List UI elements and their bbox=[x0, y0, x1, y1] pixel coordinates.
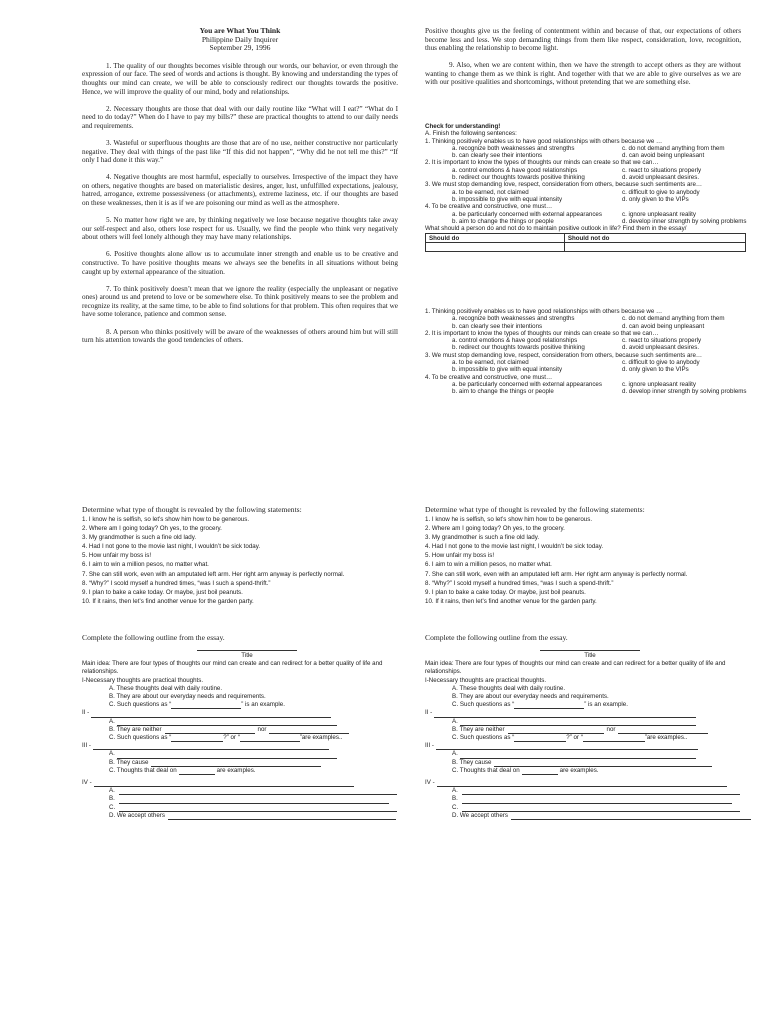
essay-paragraph: 5. No matter how right we are, by thinking negatively we lose because negative thoughts take away our self-respect and also, others lose respect for us. Usually, we find the people who think very negatively about others will feel lonely although they may have many relationships. bbox=[82, 216, 398, 242]
table-cell[interactable] bbox=[426, 243, 565, 252]
answer-blank[interactable] bbox=[117, 719, 337, 726]
outline-2 bbox=[425, 709, 755, 717]
option: b. impossible to give with equal intensity bbox=[452, 366, 563, 374]
statement-item: 4. Had I not gone to the movie last night, I wouldn’t be sick today. bbox=[82, 543, 261, 551]
option: a. be particularly concerned with external appearances bbox=[452, 210, 602, 218]
answer-blank[interactable] bbox=[460, 719, 696, 726]
option: a. to be earned, not claimed bbox=[452, 359, 529, 367]
outline-text: B. They are neither bbox=[109, 725, 162, 733]
statement-item: 6. I aim to win a million pesos, no matter what. bbox=[82, 561, 209, 569]
title-label: Title bbox=[584, 652, 596, 659]
answer-blank[interactable] bbox=[511, 813, 751, 820]
outline-1c bbox=[82, 701, 412, 709]
statement-item: 2. Where am I going today? Oh yes, to the grocery. bbox=[82, 525, 222, 533]
answer-blank[interactable] bbox=[151, 760, 321, 767]
outline-title-block bbox=[82, 648, 412, 660]
essay-paragraph: 4. Negative thoughts are most harmful, especially to ourselves. Irrespective of the impact they have on others, negative thoughts are based on materialistic desires, anger, lust, unfulfilled expectations, jealousy, hatred, arrogance, extreme possessiveness (or attachments), extreme laziness, etc. if our thoughts are based on these weaknesses, then it is as if we are poisoning our mind as well as the atmosphere. bbox=[82, 173, 398, 207]
outline-3c bbox=[82, 767, 412, 775]
outline-numeral: III - bbox=[82, 742, 91, 750]
outline-4a bbox=[425, 787, 755, 795]
outline-text: D. We accept others bbox=[452, 811, 508, 819]
outline-text: C. Thoughts that deal on bbox=[109, 766, 177, 774]
question-text: 4. To be creative and constructive, one must… bbox=[425, 203, 553, 211]
outline-1c bbox=[425, 701, 755, 709]
outline-text: C. Such questions as “ bbox=[109, 701, 172, 709]
outline-numeral: II - bbox=[425, 709, 433, 717]
answer-blank[interactable] bbox=[462, 797, 732, 804]
table-prompt: What should a person do and not do to maintain positive outlook in life? Find them in the essay/ bbox=[425, 225, 687, 233]
option: a. control emotions & have good relationships bbox=[452, 337, 578, 345]
answer-blank[interactable] bbox=[436, 743, 698, 750]
option: c. do not demand anything from them bbox=[622, 315, 725, 323]
outline-2b bbox=[425, 726, 755, 734]
determine-heading: Determine what type of thought is revealed by the following statements: bbox=[425, 505, 645, 514]
essay-paragraph: 8. A person who thinks positively will be aware of the weaknesses of others around him but will still turn his attention towards the good tendencies of others. bbox=[82, 327, 398, 345]
essay-paragraph: 9. Also, when we are content within, then we have the strength to accept others as they are without wanting to change them as we think is right. And together with that we are able to give ourselves as we are with our positive qualities and shortcomings, without pretending that we are something else. bbox=[425, 61, 741, 87]
table-header: Should not do bbox=[564, 234, 745, 243]
outline-text: C. Such questions as “ bbox=[452, 734, 515, 742]
answer-blank[interactable] bbox=[119, 788, 397, 795]
question bbox=[425, 181, 745, 203]
outline-text: ”are examples.. bbox=[299, 734, 343, 742]
outline-numeral: IV - bbox=[425, 779, 435, 787]
answer-blank[interactable] bbox=[522, 768, 558, 775]
question-text: 3. We must stop demanding love, respect, consideration from others, because such sentiments are… bbox=[425, 351, 703, 359]
essay-continuation bbox=[425, 27, 741, 96]
outline-text: ”are examples.. bbox=[644, 734, 688, 742]
statement-item: 3. My grandmother is such a fine old lady. bbox=[82, 534, 197, 542]
outline-2 bbox=[82, 709, 412, 717]
outline-heading: Complete the following outline from the essay. bbox=[425, 633, 568, 642]
question-text: 2. It is important to know the types of thoughts our minds can create so that we can… bbox=[425, 329, 659, 337]
question-text: 2. It is important to know the types of thoughts our minds can create so that we can… bbox=[425, 159, 659, 167]
outline-1a: A. These thoughts deal with daily routine. bbox=[109, 684, 223, 692]
answer-blank[interactable] bbox=[462, 788, 740, 795]
statement-item: 10. If it rains, then let’s find another venue for the garden party. bbox=[425, 597, 597, 605]
outline-1a: A. These thoughts deal with daily routine. bbox=[452, 684, 566, 692]
question-text: 1. Thinking positively enables us to have good relationships with others because we … bbox=[425, 137, 663, 145]
outline-text: ?” or “ bbox=[566, 734, 583, 742]
outline-text: D. We accept others bbox=[109, 811, 165, 819]
outline-3 bbox=[425, 742, 755, 750]
answer-blank[interactable] bbox=[514, 735, 566, 742]
statement-item: 7. She can still work, even with an amputated left arm. Her right arm anyway is perfectly normal. bbox=[425, 570, 688, 578]
outline-4a bbox=[82, 787, 412, 795]
statement-item: 4. Had I not gone to the movie last night, I wouldn’t be sick today. bbox=[425, 543, 604, 551]
answer-blank[interactable] bbox=[240, 735, 300, 742]
question-text: 3. We must stop demanding love, respect, consideration from others, because such sentiments are… bbox=[425, 181, 703, 189]
answer-blank[interactable] bbox=[508, 727, 604, 734]
outline-heading: Complete the following outline from the essay. bbox=[82, 633, 225, 642]
answer-blank[interactable] bbox=[171, 702, 241, 709]
outline-text: are examples. bbox=[559, 766, 599, 774]
statement-item: 7. She can still work, even with an amputated left arm. Her right arm anyway is perfectly normal. bbox=[82, 570, 345, 578]
outline-title-block bbox=[425, 648, 755, 660]
statement-item: 5. How unfair my boss is! bbox=[425, 552, 495, 560]
check-instruction: A. Finish the following sentences: bbox=[425, 130, 517, 138]
outline-4d bbox=[425, 812, 755, 820]
outline-text: ?” or “ bbox=[223, 734, 240, 742]
outline-4b bbox=[82, 795, 412, 803]
option: b. can clearly see their intentions bbox=[452, 152, 543, 160]
question bbox=[425, 203, 745, 225]
question-text: 4. To be creative and constructive, one must… bbox=[425, 373, 553, 381]
outline-4d bbox=[82, 812, 412, 820]
answer-blank[interactable] bbox=[119, 797, 389, 804]
answer-blank[interactable] bbox=[171, 735, 223, 742]
essay-date: September 29, 1996 bbox=[209, 43, 271, 53]
determine-section-left bbox=[82, 505, 412, 606]
outline-2c bbox=[425, 734, 755, 742]
question-text: 1. Thinking positively enables us to have good relationships with others because we … bbox=[425, 308, 663, 315]
outline-4 bbox=[82, 779, 412, 787]
main-idea: Main idea: There are four types of thoughts our mind can create and can redirect for a better quality of life and relationships. bbox=[425, 660, 726, 676]
option: a. recognize both weaknesses and strengths bbox=[452, 315, 575, 323]
answer-blank[interactable] bbox=[165, 727, 255, 734]
option: c. difficult to give to anybody bbox=[622, 359, 700, 367]
answer-blank[interactable] bbox=[437, 780, 727, 787]
outline-2b bbox=[82, 726, 412, 734]
option: b. redirect our thoughts towards positive thinking bbox=[452, 174, 585, 182]
outline-4 bbox=[425, 779, 755, 787]
determine-section-right bbox=[425, 505, 755, 606]
option: b. aim to change the things or people bbox=[452, 388, 554, 396]
option: d. develop inner strength by solving problems bbox=[622, 388, 747, 396]
statement-item: 6. I aim to win a million pesos, no matter what. bbox=[425, 561, 552, 569]
option: b. can clearly see their intentions bbox=[452, 322, 543, 330]
outline-4c bbox=[425, 804, 755, 812]
answer-blank[interactable] bbox=[514, 702, 584, 709]
question bbox=[425, 330, 745, 352]
outline-text: ” is an example. bbox=[241, 701, 285, 709]
essay-paragraph: 7. To think positively doesn’t mean that we ignore the reality (especially the unpleasant or negative ones) around us and pretend to love or be somewhere else. To think positively means to see the problem and recognize its reality, at the same time, to be able to find solutions for that problem. This often requires that we have some tolerance, patience and common sense. bbox=[82, 284, 398, 319]
outline-section-left bbox=[82, 633, 412, 820]
essay-source: Philippine Daily Inquirer bbox=[201, 34, 279, 44]
option: d. only given to the VIPs bbox=[622, 195, 689, 203]
outline-text: A. bbox=[109, 717, 115, 725]
outline-numeral: II - bbox=[82, 709, 90, 717]
option: c. do not demand anything from them bbox=[622, 144, 725, 152]
statement-item: 9. I plan to bake a cake today. Or maybe, just boil peanuts. bbox=[425, 588, 586, 596]
answer-blank[interactable] bbox=[91, 711, 331, 718]
question bbox=[425, 352, 745, 374]
outline-text: C. bbox=[452, 803, 459, 811]
answer-blank[interactable] bbox=[494, 760, 712, 767]
statement-item: 1. I know he is selfish, so let’s show him how to be generous. bbox=[82, 516, 250, 523]
title-label: Title bbox=[241, 652, 253, 659]
question bbox=[425, 159, 745, 181]
option: c. difficult to give to anybody bbox=[622, 188, 700, 196]
essay-column bbox=[82, 27, 398, 353]
question bbox=[425, 374, 745, 396]
outline-1b: B. They are about our everyday needs and requirements. bbox=[452, 693, 609, 701]
outline-section-1: I-Necessary thoughts are practical thoughts. bbox=[425, 676, 547, 684]
option: c. react to situations properly bbox=[622, 166, 702, 174]
outline-3 bbox=[82, 742, 412, 750]
outline-text: A. bbox=[109, 787, 115, 795]
option: d. only given to the VIPs bbox=[622, 366, 689, 374]
answer-blank[interactable] bbox=[460, 752, 696, 759]
statement-item: 10. If it rains, then let’s find another venue for the garden party. bbox=[82, 597, 254, 605]
answer-blank[interactable] bbox=[434, 711, 696, 718]
outline-text: C. Thoughts that deal on bbox=[452, 766, 520, 774]
option: c. ignore unpleasant reality bbox=[622, 380, 696, 388]
outline-2c bbox=[82, 734, 412, 742]
question bbox=[425, 138, 745, 160]
outline-3c bbox=[425, 767, 755, 775]
question bbox=[425, 308, 745, 330]
option: a. be particularly concerned with external appearances bbox=[452, 380, 602, 388]
option: c. ignore unpleasant reality bbox=[622, 210, 696, 218]
outline-text: C. Such questions as “ bbox=[452, 701, 515, 709]
outline-text: nor bbox=[606, 725, 616, 733]
outline-text: A. bbox=[452, 717, 458, 725]
option: b. aim to change the things or people bbox=[452, 217, 554, 225]
check-understanding bbox=[425, 123, 745, 258]
outline-3b bbox=[82, 759, 412, 767]
option: b. redirect our thoughts towards positive thinking bbox=[452, 344, 585, 352]
answer-blank[interactable] bbox=[93, 743, 329, 750]
outline-text: B. They cause bbox=[452, 758, 492, 766]
option: a. recognize both weaknesses and strengths bbox=[452, 144, 575, 152]
option: a. to be earned, not claimed bbox=[452, 188, 529, 196]
option: c. react to situations properly bbox=[622, 337, 702, 345]
title-blank[interactable] bbox=[540, 648, 640, 651]
essay-paragraph: 2. Necessary thoughts are those that deal with our daily routine like “What will I eat?” “What do I need to do today?” When do I have to pay my bills?” these are practical thoughts to attend to our daily needs and requirements. bbox=[82, 104, 398, 130]
title-blank[interactable] bbox=[197, 648, 297, 651]
outline-numeral: IV - bbox=[82, 779, 92, 787]
outline-text: C. Such questions as “ bbox=[109, 734, 172, 742]
outline-1b: B. They are about our everyday needs and requirements. bbox=[109, 693, 266, 701]
should-do-table bbox=[425, 233, 746, 252]
outline-text: C. bbox=[109, 803, 116, 811]
outline-4c bbox=[82, 804, 412, 812]
statement-item: 1. I know he is selfish, so let’s show him how to be generous. bbox=[425, 516, 593, 523]
outline-text: are examples. bbox=[216, 766, 256, 774]
essay-paragraph: 6. Positive thoughts alone allow us to accumulate inner strength and enable us to be creative and constructive. To have positive thoughts means we always see the benefits in all situations without being caught up by external appearance of the situation. bbox=[82, 250, 398, 276]
option: d. develop inner strength by solving problems bbox=[622, 217, 747, 225]
check-understanding-repeat bbox=[425, 308, 745, 396]
table-header: Should do bbox=[426, 234, 565, 243]
outline-text: B. They are neither bbox=[452, 725, 505, 733]
essay-paragraph: Positive thoughts give us the feeling of contentment within and because of that, our expectations of others become less and less. We stop demanding things from them like respect, consideration, love, recognition, thus enabling the relationship to become light. bbox=[425, 27, 741, 53]
outline-text: B. bbox=[452, 795, 458, 803]
answer-blank[interactable] bbox=[269, 727, 349, 734]
essay-paragraph: 3. Wasteful or superfluous thoughts are those that are of no use, neither constructive nor particularly negative. They deal with things of the past like “If this did not happen”, “Why did he not tell me this?” “If only I had done it this way.” bbox=[82, 138, 398, 165]
answer-blank[interactable] bbox=[179, 768, 215, 775]
main-idea: Main idea: There are four types of thoughts our mind can create and can redirect for a better quality of life and relationships. bbox=[82, 660, 383, 676]
answer-blank[interactable] bbox=[94, 780, 354, 787]
option: d. avoid unpleasant desires. bbox=[622, 344, 700, 352]
option: a. control emotions & have good relationships bbox=[452, 166, 578, 174]
outline-2a bbox=[425, 718, 755, 726]
outline-text: B. bbox=[109, 795, 115, 803]
statement-item: 8. “Why?” I scold myself a hundred times, “was I such a spend-thrift.” bbox=[425, 579, 614, 587]
determine-heading: Determine what type of thought is revealed by the following statements: bbox=[82, 505, 302, 514]
statement-item: 8. “Why?” I scold myself a hundred times, “was I such a spend-thrift.” bbox=[82, 579, 271, 587]
outline-section-1: I-Necessary thoughts are practical thoughts. bbox=[82, 676, 204, 684]
outline-4b bbox=[425, 795, 755, 803]
answer-blank[interactable] bbox=[168, 813, 396, 820]
outline-text: A. bbox=[109, 750, 115, 758]
statement-item: 5. How unfair my boss is! bbox=[82, 552, 152, 560]
option: d. can avoid being unpleasant bbox=[622, 152, 705, 160]
outline-text: nor bbox=[257, 725, 267, 733]
statement-item: 3. My grandmother is such a fine old lady. bbox=[425, 534, 540, 542]
outline-text: B. They cause bbox=[109, 758, 149, 766]
answer-blank[interactable] bbox=[119, 805, 397, 812]
option: d. avoid unpleasant desires. bbox=[622, 174, 700, 182]
check-title: Check for understanding! bbox=[425, 123, 501, 130]
statement-item: 9. I plan to bake a cake today. Or maybe, just boil peanuts. bbox=[82, 588, 243, 596]
table-cell[interactable] bbox=[564, 243, 745, 252]
outline-3b bbox=[425, 759, 755, 767]
answer-blank[interactable] bbox=[583, 735, 645, 742]
statement-item: 2. Where am I going today? Oh yes, to the grocery. bbox=[425, 525, 565, 533]
outline-section-right bbox=[425, 633, 755, 820]
essay-header bbox=[82, 27, 398, 53]
essay-title: You are What You Think bbox=[199, 26, 281, 35]
outline-text: ” is an example. bbox=[584, 701, 628, 709]
outline-text: A. bbox=[452, 787, 458, 795]
outline-numeral: III - bbox=[425, 742, 434, 750]
option: b. impossible to give with equal intensity bbox=[452, 195, 563, 203]
essay-paragraph: 1. The quality of our thoughts becomes visible through our words, our behavior, or even through the expression of our face. The seed of words and actions is thought. By knowing and understanding the types of thoughts our mind can create, we will be able to consciously redirect our thoughts towards the positive. Hence, we will improve the quality of our mind, body and relationships. bbox=[82, 61, 398, 96]
outline-2a bbox=[82, 718, 412, 726]
outline-text: A. bbox=[452, 750, 458, 758]
answer-blank[interactable] bbox=[117, 752, 337, 759]
outline-3a bbox=[425, 750, 755, 758]
option: d. can avoid being unpleasant bbox=[622, 322, 705, 330]
answer-blank[interactable] bbox=[462, 805, 740, 812]
answer-blank[interactable] bbox=[618, 727, 708, 734]
outline-3a bbox=[82, 750, 412, 758]
